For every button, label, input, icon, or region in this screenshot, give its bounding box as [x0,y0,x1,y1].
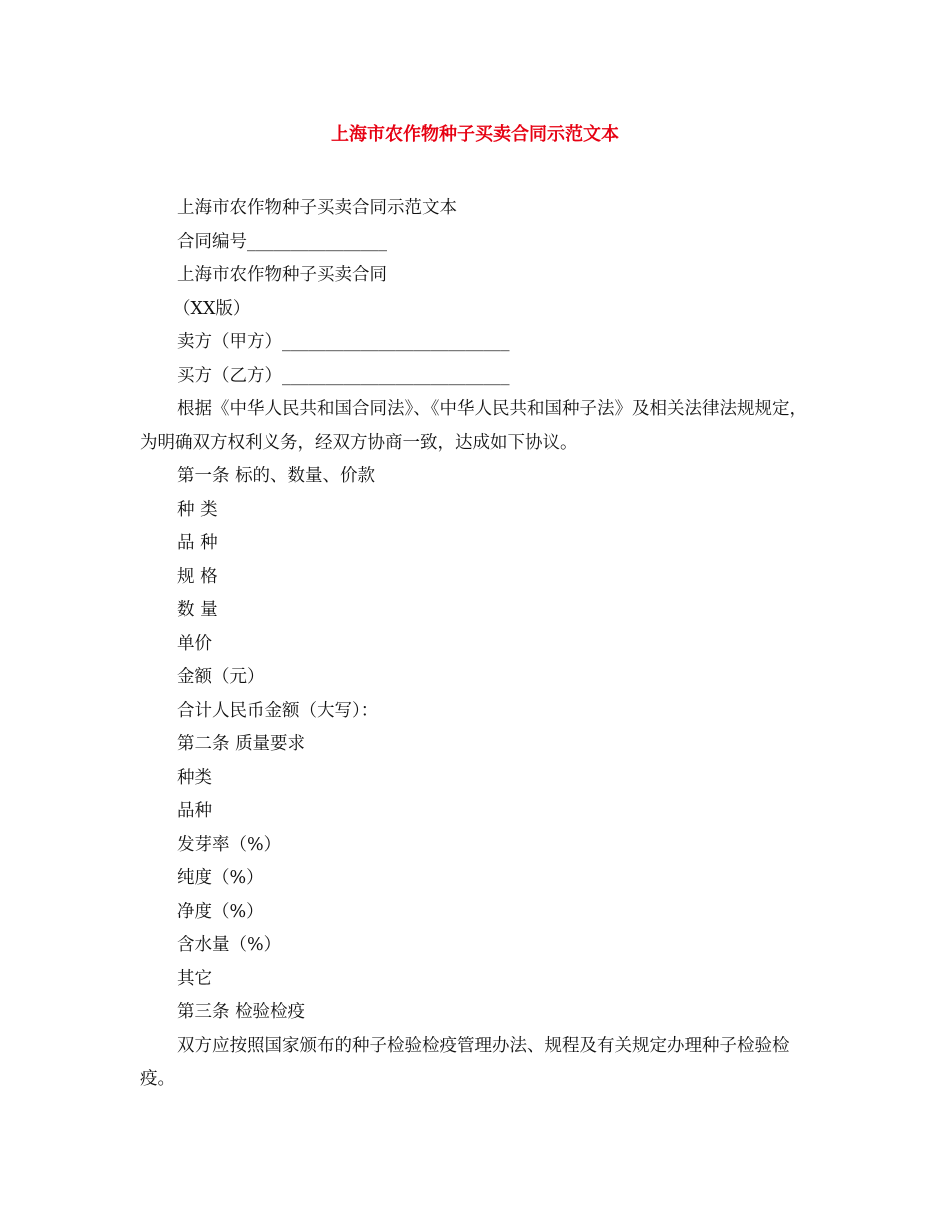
article-3-heading: 第三条 检验检疫 [177,1002,306,1022]
item-unit-price: 单价 [177,633,212,654]
item-specification: 规 格 [177,566,218,587]
quality-purity: 纯度（%） [177,868,264,888]
item-quantity: 数 量 [177,600,218,620]
quality-category: 种类 [177,767,212,788]
document-title: 上海市农作物种子买卖合同示范文本 [331,124,619,145]
seller-line: 卖方（甲方）__________________________ [177,332,510,352]
body-heading: 上海市农作物种子买卖合同示范文本 [177,198,457,218]
article-2-heading: 第二条 质量要求 [177,734,306,754]
buyer-line: 买方（乙方）__________________________ [177,365,510,386]
quality-germination: 发芽率（%） [177,834,282,855]
contract-number-line: 合同编号________________ [177,231,387,252]
article-1-heading: 第一条 标的、数量、价款 [177,466,376,486]
document-body [140,192,820,1097]
quality-other: 其它 [177,968,212,989]
preamble-paragraph: 根据《中华人民共和国合同法》、《中华人民共和国种子法》及相关法律法规规定，为明确双方权利义务，经双方协商一致，达成如下协议。 [140,399,807,453]
inspection-paragraph: 双方应按照国家颁布的种子检验检疫管理办法、规程及有关规定办理种子检验检疫。 [140,1035,790,1089]
contract-name: 上海市农作物种子买卖合同 [177,265,387,285]
item-amount: 金额（元） [177,667,265,687]
item-category: 种 类 [177,499,218,520]
quality-moisture: 含水量（%） [177,935,282,955]
version-line: （XX版） [173,298,251,319]
total-amount-line: 合计人民币金额（大写）： [177,700,379,721]
quality-cleanliness: 净度（%） [177,901,264,922]
quality-variety: 品种 [177,801,212,821]
item-variety: 品 种 [177,533,218,553]
